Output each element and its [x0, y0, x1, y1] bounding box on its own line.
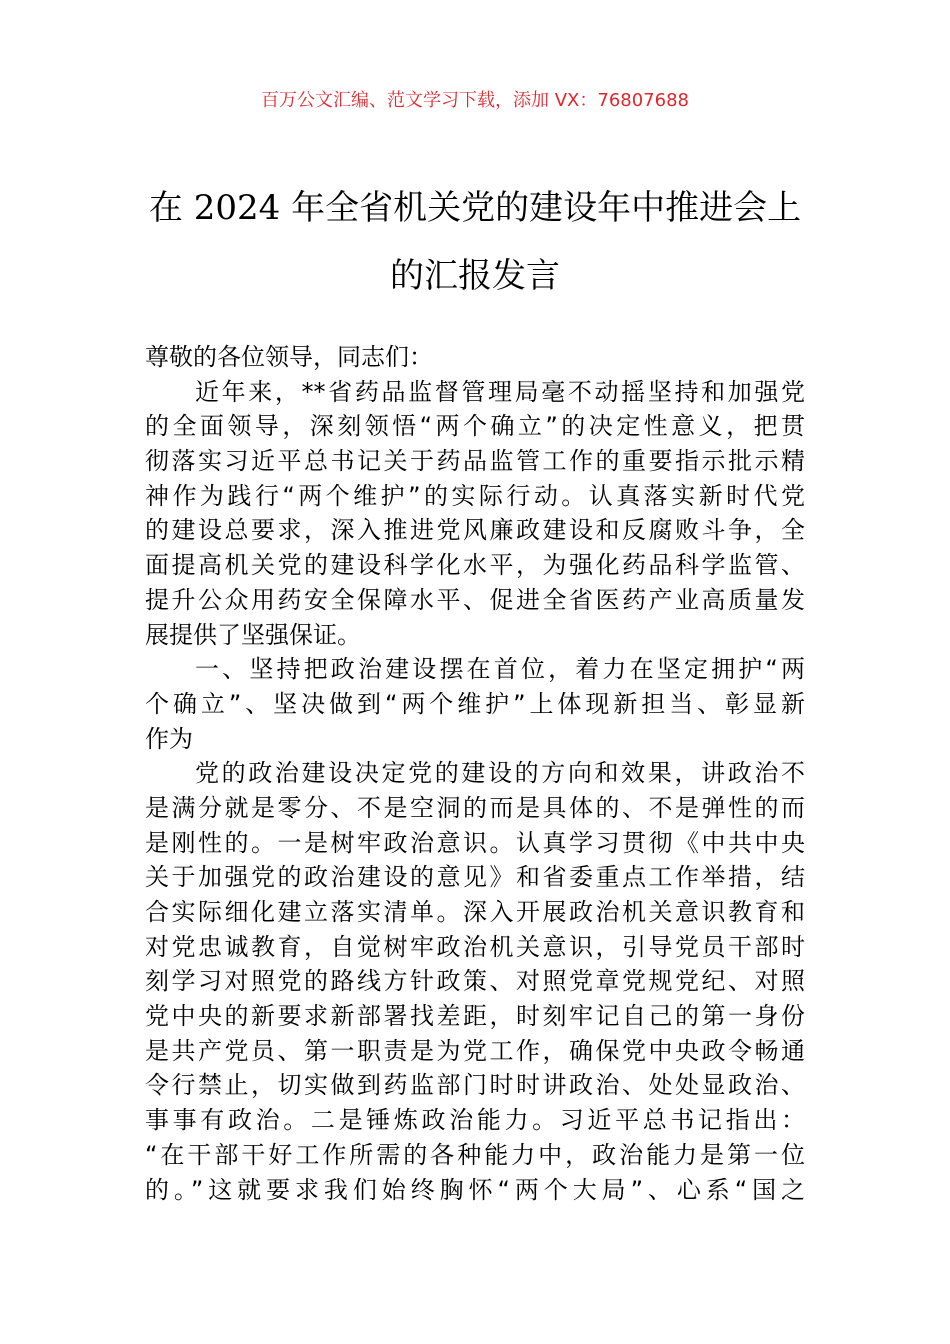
- paragraph-line: 党中央的新要求新部署找差距，时刻牢记自己的第一身份: [145, 1002, 805, 1031]
- section-heading-line: 作为: [145, 724, 193, 753]
- paragraph-line: 展提供了坚强保证。: [145, 620, 361, 649]
- paragraph-line: 彻落实习近平总书记关于药品监管工作的重要指示批示精: [145, 447, 805, 476]
- paragraph-line: 的建设总要求，深入推进党风廉政建设和反腐败斗争，全: [145, 516, 805, 545]
- paragraph-line: 合实际细化建立落实清单。深入开展政治机关意识教育和: [145, 898, 805, 926]
- paragraph-line: 是共产党员、第一职责是为党工作，确保党中央政令畅通: [145, 1036, 805, 1065]
- section-heading-line: 个确立”、坚决做到“两个维护”上体现新担当、彰显新: [145, 689, 805, 718]
- paragraph-line: 是刚性的。一是树牢政治意识。认真学习贯彻《中共中央: [145, 828, 805, 857]
- watermark-header: 百万公文汇编、范文学习下载，添加 VX：76807688: [261, 90, 689, 111]
- paragraph-line: 近年来，**省药品监督管理局毫不动摇坚持和加强党: [195, 377, 805, 406]
- salutation: 尊敬的各位领导，同志们：: [145, 343, 433, 371]
- paragraph-line: 令行禁止，切实做到药监部门时时讲政治、处处显政治、: [145, 1071, 805, 1100]
- document-title-line-2: 的汇报发言: [390, 256, 560, 296]
- paragraph-line: 事事有政治。二是锤炼政治能力。习近平总书记指出：: [145, 1106, 805, 1135]
- paragraph-line: 对党忠诚教育，自觉树牢政治机关意识，引导党员干部时: [145, 932, 805, 961]
- paragraph-line: 的全面领导，深刻领悟“两个确立”的决定性意义，把贯: [145, 412, 805, 441]
- paragraph-line: 面提高机关党的建设科学化水平，为强化药品科学监管、: [145, 551, 805, 580]
- paragraph-line: 是满分就是零分、不是空洞的而是具体的、不是弹性的而: [145, 793, 805, 822]
- paragraph-line: “在干部干好工作所需的各种能力中，政治能力是第一位: [145, 1140, 805, 1169]
- document-title-line-1: 在 2024 年全省机关党的建设年中推进会上: [148, 188, 802, 228]
- paragraph-line: 的。”这就要求我们始终胸怀“两个大局”、心系“国之: [145, 1175, 805, 1204]
- section-heading-line: 一、坚持把政治建设摆在首位，着力在坚定拥护“两: [195, 655, 805, 684]
- document-body: [145, 340, 805, 1207]
- paragraph-line: 关于加强党的政治建设的意见》和省委重点工作举措，结: [145, 863, 805, 892]
- paragraph-line: 神作为践行“两个维护”的实际行动。认真落实新时代党: [145, 481, 805, 510]
- paragraph-line: 党的政治建设决定党的建设的方向和效果，讲政治不: [195, 759, 805, 788]
- paragraph-line: 提升公众用药安全保障水平、促进全省医药产业高质量发: [145, 585, 805, 614]
- paragraph-line: 刻学习对照党的路线方针政策、对照党章党规党纪、对照: [145, 967, 805, 996]
